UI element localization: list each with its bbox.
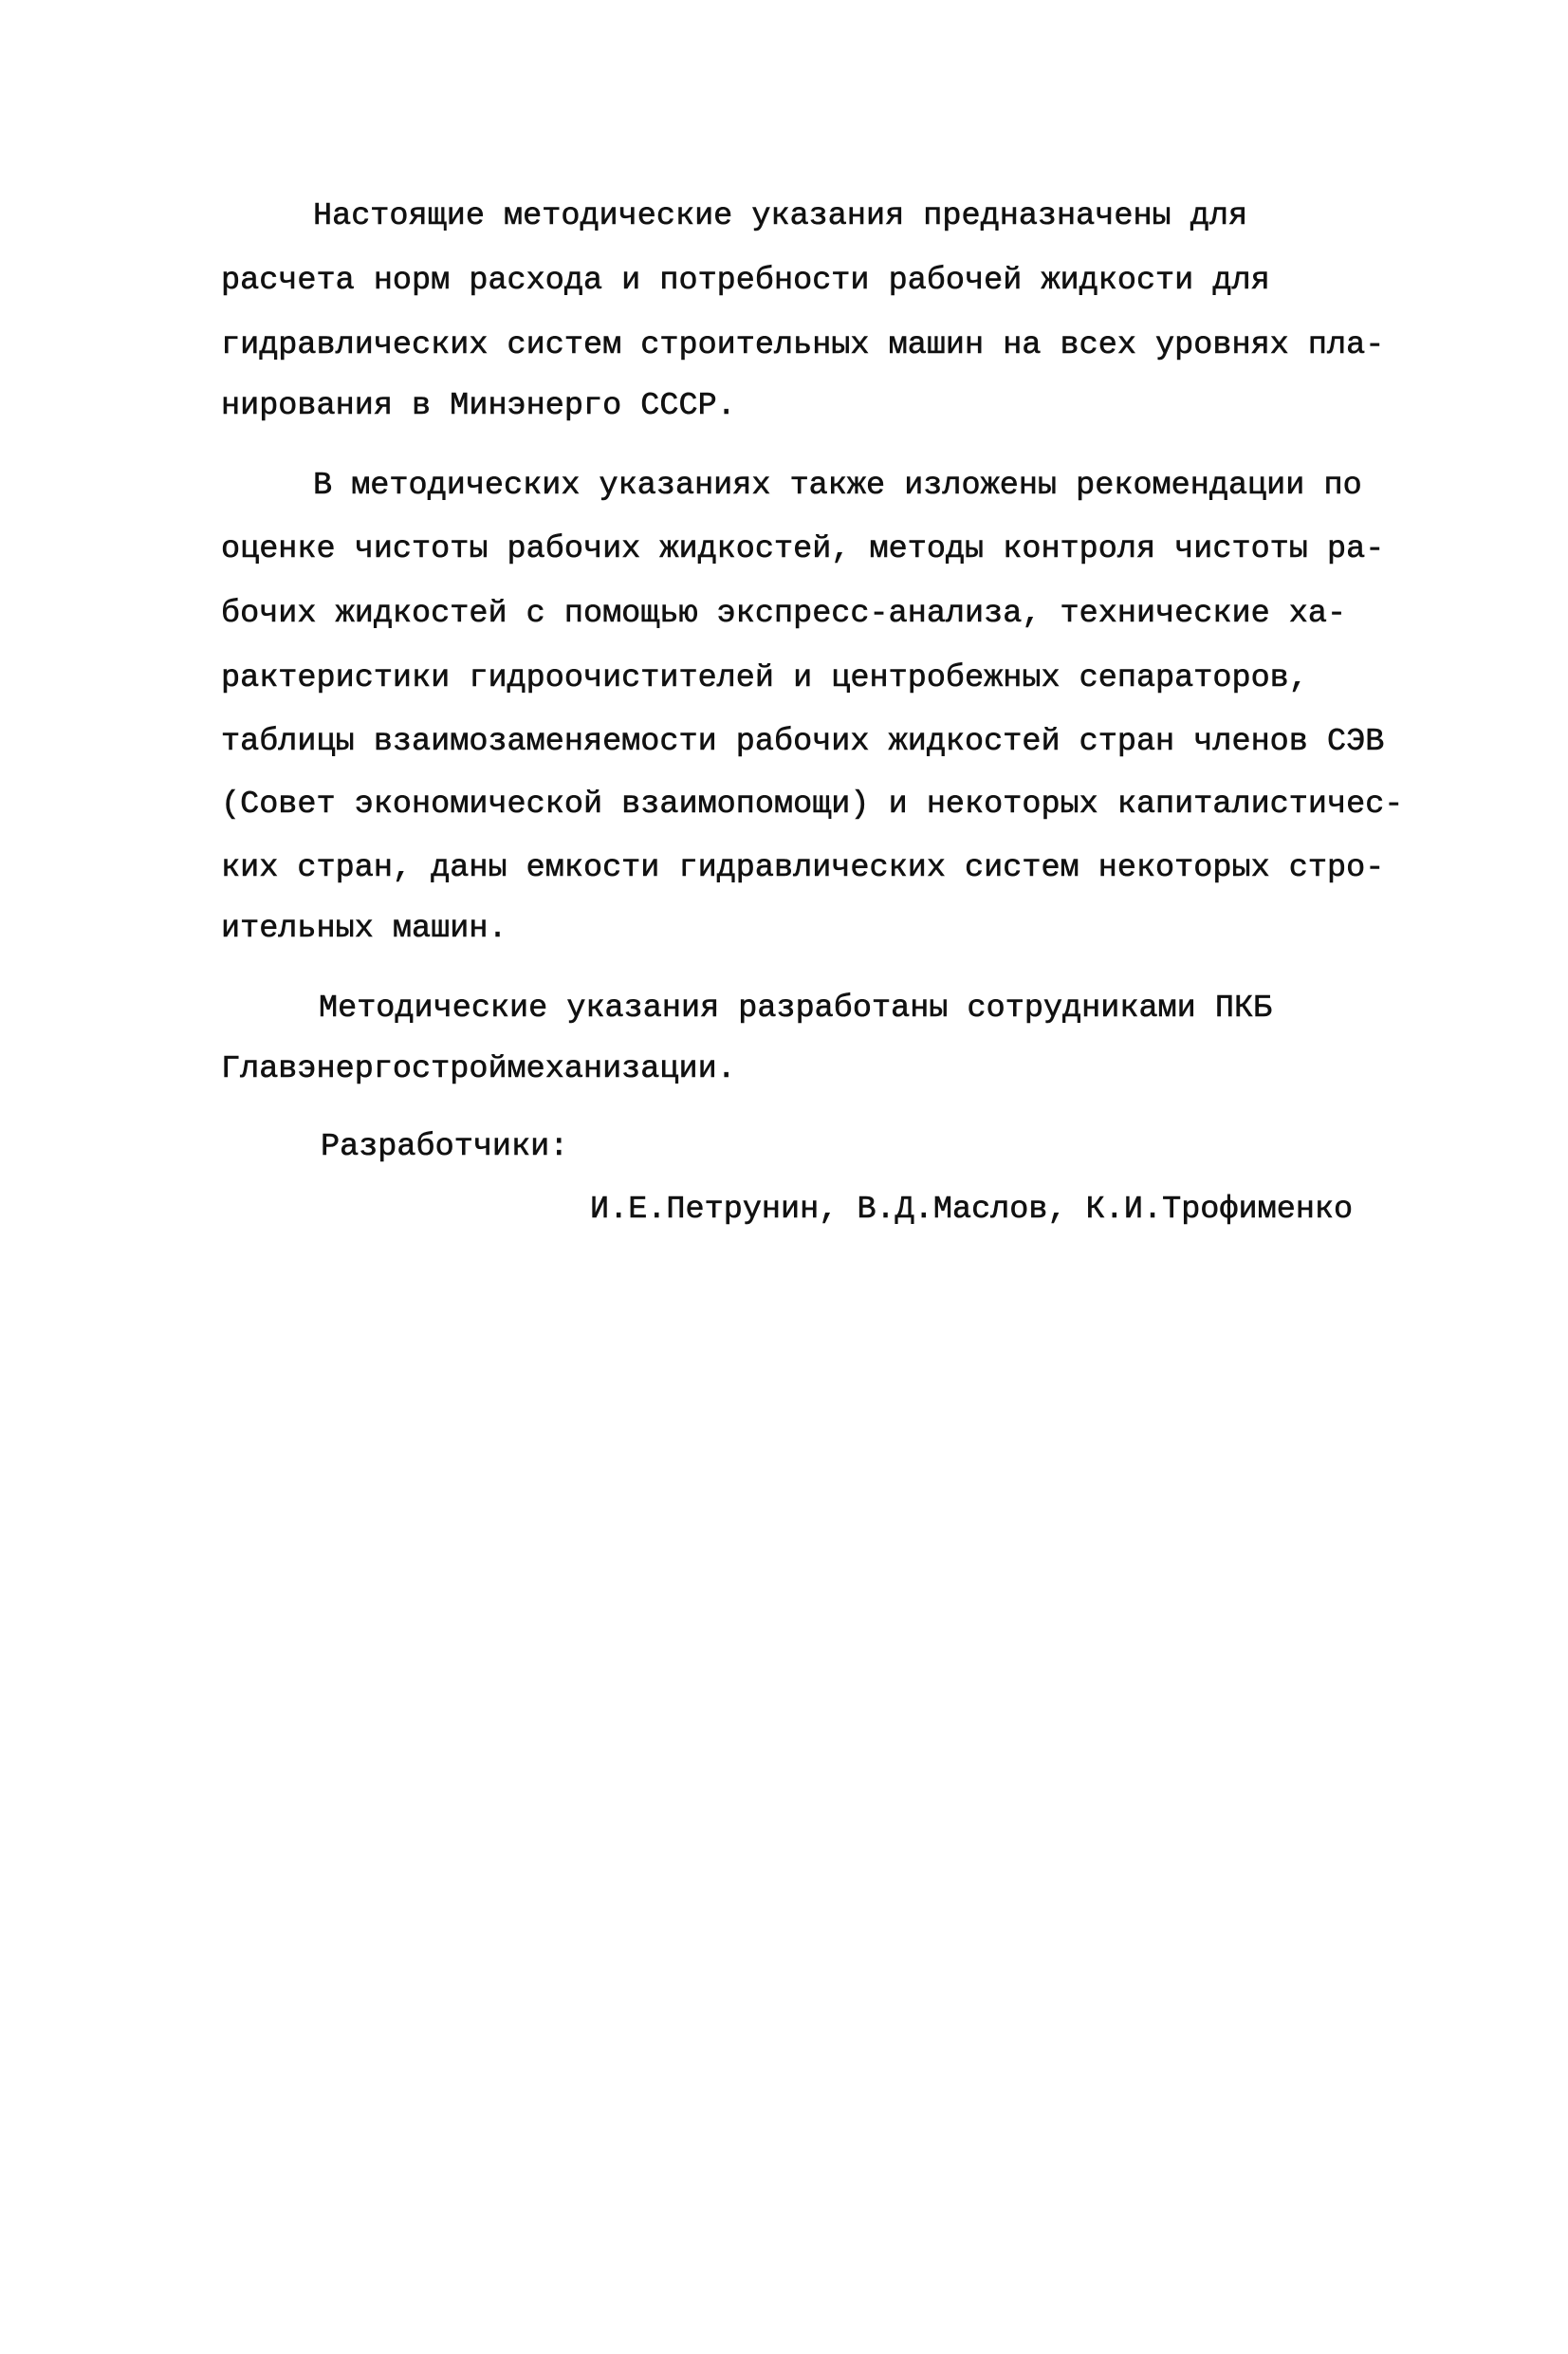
text-line: ких стран, даны емкости гидравлических систем некоторых стро- [221, 850, 1385, 886]
text-line: рактеристики гидроочистителей и центробежных сепараторов, [221, 660, 1308, 696]
text-line: Главэнергостроймеханизации. [221, 1051, 736, 1087]
text-line: бочих жидкостей с помощью экспресс-анализа, технические ха- [221, 596, 1347, 632]
text-line: ительных машин. [221, 911, 507, 947]
text-line: В методических указаниях также изложены рекомендации по [313, 468, 1362, 504]
text-line: Методические указания разработаны сотрудниками ПКБ [319, 991, 1273, 1027]
text-line: нирования в Минэнерго СССР. [221, 388, 736, 424]
text-line: таблицы взаимозаменяемости рабочих жидкостей стран членов СЭВ [221, 724, 1385, 760]
developers-label: Разработчики: [321, 1129, 569, 1165]
text-line: Настоящие методические указания предназначены для [313, 198, 1248, 234]
developers-names: И.Е.Петрунин, В.Д.Маслов, К.И.Трофименко [590, 1192, 1354, 1228]
text-line: расчета норм расхода и потребности рабочей жидкости для [221, 263, 1270, 299]
text-line: оценке чистоты рабочих жидкостей, методы контроля чистоты ра- [221, 531, 1385, 567]
text-line: (Совет экономической взаимопомощи) и некоторых капиталистичес- [221, 787, 1404, 823]
text-line: гидравлических систем строительных машин на всех уровнях пла- [221, 327, 1385, 363]
